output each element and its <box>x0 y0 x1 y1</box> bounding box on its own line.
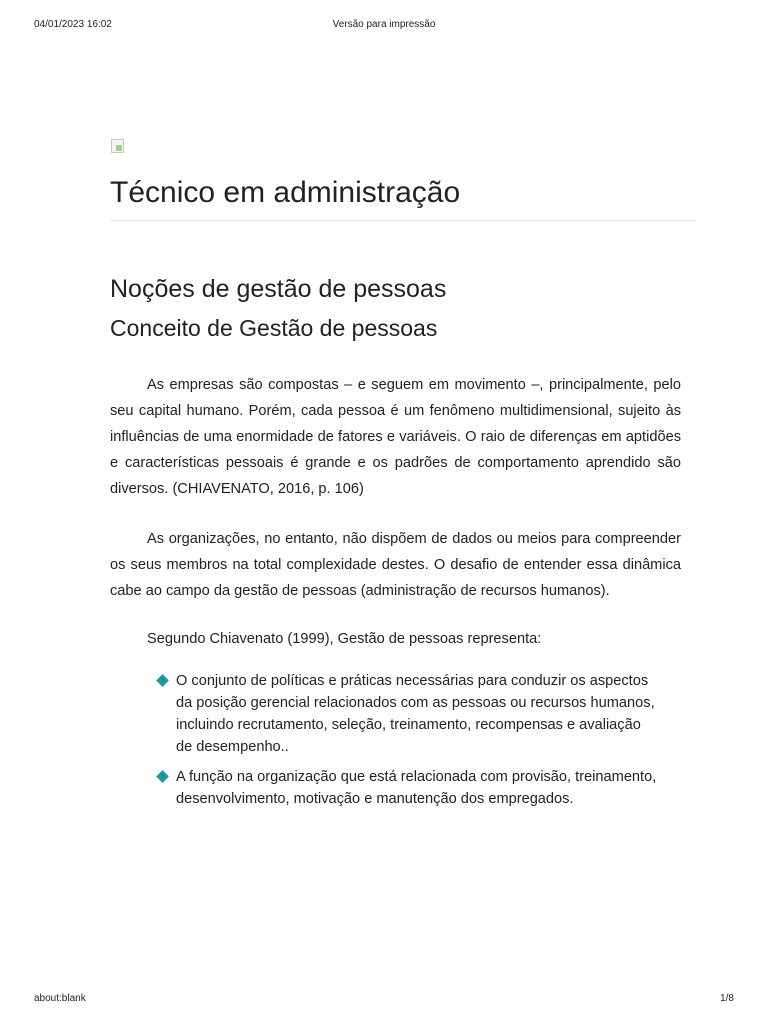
paragraph: As empresas são compostas – e seguem em movimento –, principalmente, pelo seu capital humano. Porém, cada pessoa é um fenômeno multidimensional, sujeito às influências de uma enormidade de fatores e variáveis. O raio de diferenças em aptidões e características pessoais é grande e os padrões de comportamento aprendido são diversos. (CHIAVENATO, 2016, p. 106) <box>110 377 681 498</box>
document-content <box>110 138 696 818</box>
print-datetime: 04/01/2023 16:02 <box>34 19 112 30</box>
paragraph: Segundo Chiavenato (1999), Gestão de pessoas representa: <box>147 631 542 648</box>
section-title: Noções de gestão de pessoas <box>110 274 447 303</box>
paragraph: As organizações, no entanto, não dispõem de dados ou meios para compreender os seus membros na total complexidade destes. O desafio de entender essa dinâmica cabe ao campo da gestão de pessoas (administração de recursos humanos). <box>110 531 681 600</box>
bullet-list <box>157 670 657 810</box>
list-item <box>157 670 657 758</box>
print-footer <box>34 993 734 1007</box>
diamond-icon <box>156 770 169 783</box>
list-item-text: O conjunto de políticas e práticas necessárias para conduzir os aspectos da posição gerencial relacionados com as pessoas ou recursos humanos, incluindo recrutamento, seleção, treinamento, recompensas e avaliação de desempenho.. <box>176 673 655 756</box>
print-header <box>34 19 734 33</box>
print-header-title: Versão para impressão <box>332 19 436 30</box>
diamond-icon <box>156 674 169 687</box>
document-title: Técnico em administração <box>110 176 696 221</box>
page-number: 1/8 <box>720 993 734 1004</box>
list-item <box>157 766 657 810</box>
broken-image-icon <box>110 138 126 154</box>
subsection-title: Conceito de Gestão de pessoas <box>110 314 438 341</box>
list-item-text: A função na organização que está relacionada com provisão, treinamento, desenvolvimento, motivação e manutenção dos empregados. <box>176 769 657 808</box>
print-url: about:blank <box>34 993 86 1004</box>
